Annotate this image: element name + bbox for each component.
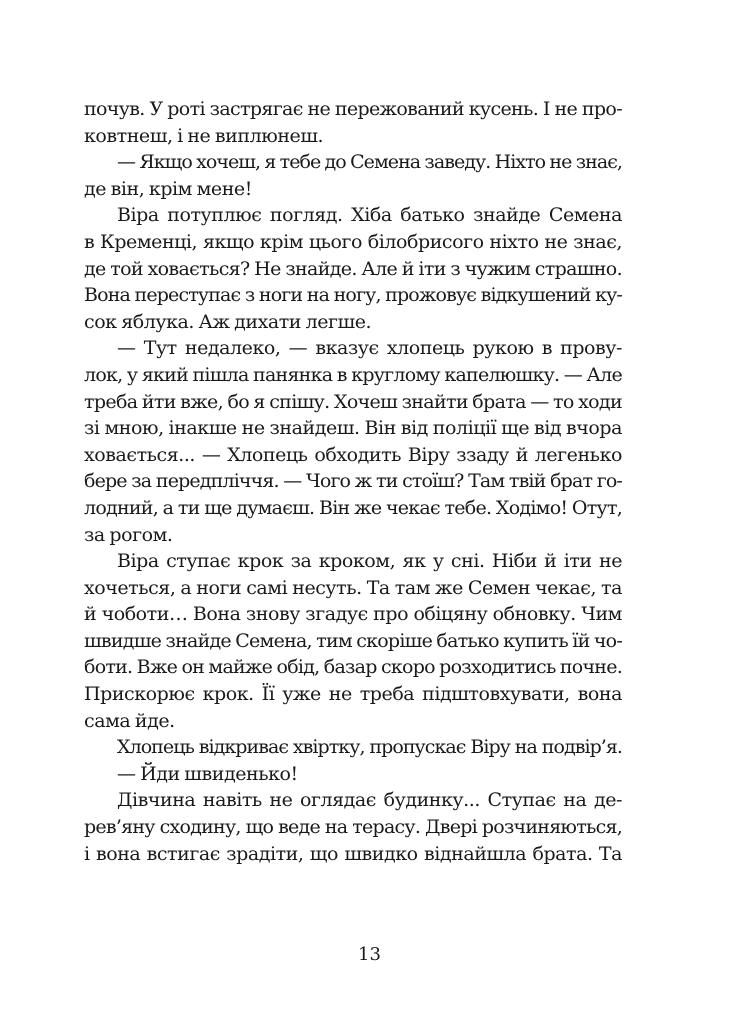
- text-line: лодний, а ти ще думаєш. Він же чекає тебе. Ходімо! Отут,: [84, 496, 622, 519]
- text-line: — Йди швиденько!: [117, 762, 298, 785]
- text-line: бере за передпліччя. — Чого ж ти стоїш? Там твій брат го-: [84, 470, 622, 493]
- text-line: хочеться, а ноги самі несуть. Та там же Семен чекає, та: [84, 576, 622, 599]
- text-line: — Якщо хочеш, я тебе до Семена заведу. Ніхто не знає,: [117, 151, 622, 174]
- text-line: Хлопець відкриває хвіртку, пропускає Віру на подвір’я.: [117, 736, 622, 759]
- text-line: і вона встигає зрадіти, що швидко віднайшла брата. Та: [84, 842, 622, 865]
- text-line: й чоботи… Вона знову згадує про обіцяну обновку. Чим: [84, 603, 622, 626]
- text-line: почув. У роті застрягає не пережований кусень. І не про-: [84, 98, 622, 120]
- text-line: сок яблука. Аж дихати легше.: [84, 310, 372, 333]
- text-line: за рогом.: [84, 523, 173, 546]
- text-line: рев’яну сходину, що веде на терасу. Двері розчиняються,: [84, 816, 622, 839]
- text-line: Віра потуплює погляд. Хіба батько знайде Семена: [117, 204, 622, 227]
- page-text: [84, 96, 622, 867]
- text-line: боти. Вже он майже обід, базар скоро розходитись почне.: [84, 656, 622, 679]
- text-line: Вона переступає з ноги на ногу, прожовує відкушений ку-: [84, 284, 622, 307]
- text-line: де той ховається? Не знайде. Але й іти з чужим страшно.: [84, 257, 622, 280]
- text-line: сама йде.: [84, 709, 175, 732]
- page-number: 13: [358, 944, 381, 965]
- text-line: — Тут недалеко, — вказує хлопець рукою в прову-: [117, 337, 622, 360]
- text-line: Дівчина навіть не оглядає будинку... Ступає на де-: [117, 789, 622, 812]
- text-line: ховається... — Хлопець обходить Віру ззаду й легенько: [84, 443, 622, 466]
- text-line: швидше знайде Семена, тим скоріше батько купить їй чо-: [84, 629, 622, 652]
- text-line: треба йти вже, бо я спішу. Хочеш знайти брата — то ходи: [84, 390, 622, 413]
- text-line: Прискорює крок. Її уже не треба підштовхувати, вона: [84, 683, 622, 706]
- text-line: в Кременці, якщо крім цього білобрисого ніхто не знає,: [84, 230, 622, 253]
- text-line: лок, у який пішла панянка в круглому капелюшку. — Але: [84, 363, 622, 386]
- text-line: Віра ступає крок за кроком, як у сні. Ніби й іти не: [117, 550, 622, 573]
- text-line: зі мною, інакше не знайдеш. Він від поліції ще від вчора: [84, 417, 622, 440]
- text-line: ковтнеш, і не виплюнеш.: [84, 124, 324, 147]
- text-line: де він, крім мене!: [84, 177, 252, 200]
